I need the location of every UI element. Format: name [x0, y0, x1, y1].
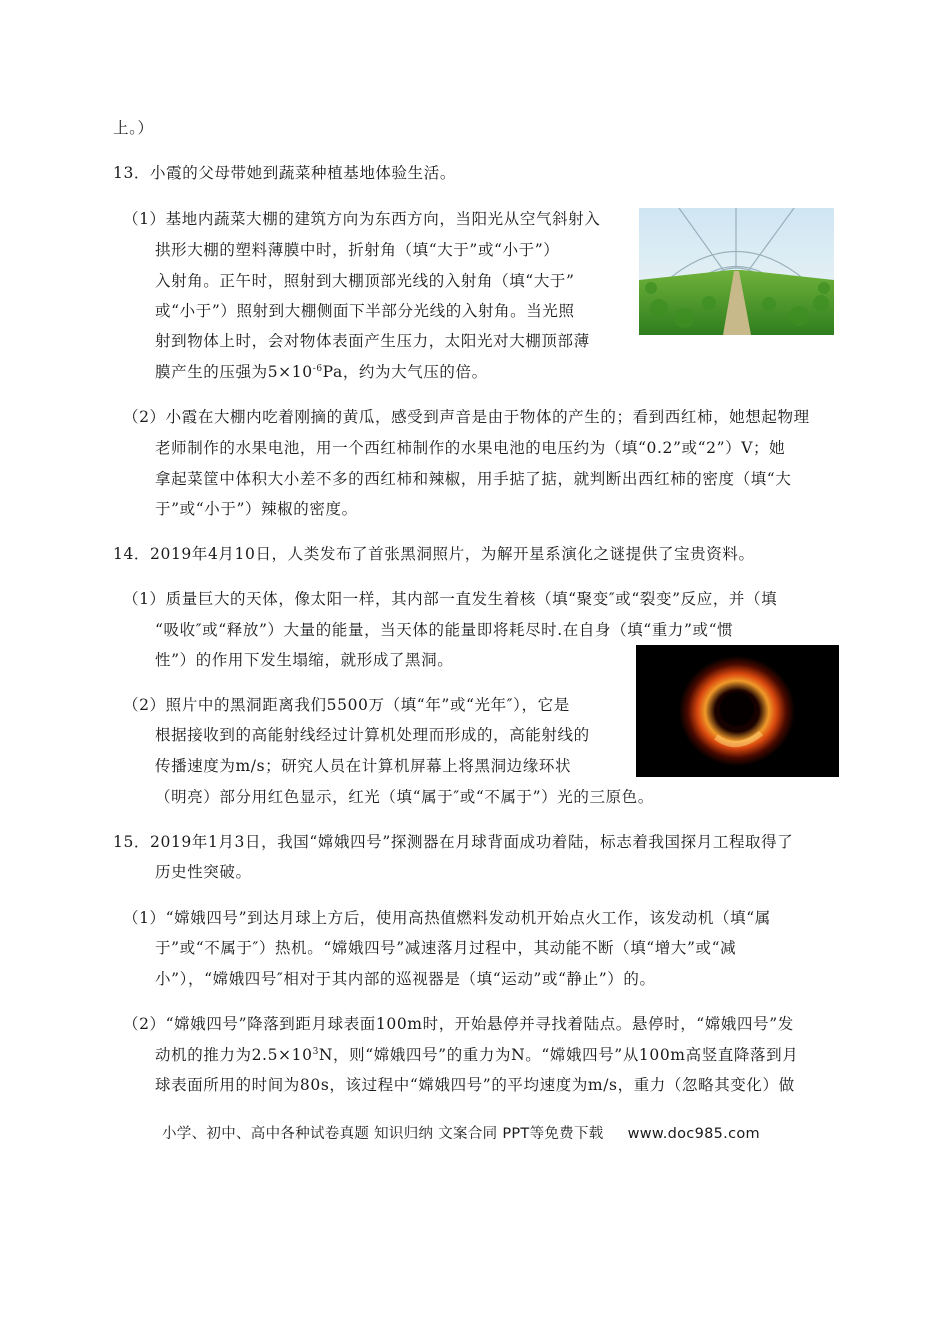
text-segment: N，则“嫦娥四号”的重力为N。“嫦娥四号”从100m高竖直降落到月: [318, 1046, 799, 1064]
text-line: 射到物体上时，会对物体表面产生压力，太阳光对大棚顶部薄: [155, 332, 590, 350]
text-line: 传播速度为m/s；研究人员在计算机屏幕上将黑洞边缘环状: [155, 757, 572, 775]
greenhouse-photo: [639, 208, 834, 335]
question-14-heading: 14．2019年4月10日，人类发布了首张黑洞照片，为解开星系演化之谜提供了宝贵资料。: [113, 545, 755, 563]
text-line: （明亮）部分用红色显示，红光（填“属于″或“不属于”）光的三原色。: [155, 788, 654, 806]
text-line: （1）“嫦娥四号”到达月球上方后，使用高热值燃料发动机开始点火工作，该发动机（填“属: [123, 909, 771, 927]
question-15-heading: 15．2019年1月3日，我国“嫦娥四号”探测器在月球背面成功着陆，标志着我国探月工程取得了: [113, 833, 794, 851]
footer-url[interactable]: www.doc985.com: [627, 1126, 760, 1142]
text-line: [155, 361, 488, 383]
text-line: 老师制作的水果电池，用一个西红柿制作的水果电池的电压约为（填“0.2”或“2”）V；她: [155, 439, 786, 457]
text-line: （2）照片中的黑洞距离我们5500万（填“年”或“光年″），它是: [123, 696, 570, 714]
question-13-heading: 13．小霞的父母带她到蔬菜种植基地体验生活。: [113, 164, 456, 182]
text-line: 拿起菜筐中体积大小差不多的西红柿和辣椒，用手掂了掂，就判断出西红柿的密度（填“大: [155, 470, 792, 488]
text-line: 拱形大棚的塑料薄膜中时，折射角（填“大于”或“小于”）: [155, 241, 560, 259]
text-line: 上。）: [113, 119, 154, 137]
text-line: “吸收″或“释放”）大量的能量，当天体的能量即将耗尽时.在自身（填“重力”或“惯: [155, 621, 734, 639]
text-line: 根据接收到的高能射线经过计算机处理而形成的，高能射线的: [155, 726, 590, 744]
text-line: 球表面所用的时间为80s，该过程中“嫦娥四号”的平均速度为m/s，重力（忽略其变化）做: [155, 1076, 795, 1094]
text-segment: 动机的推力为2.5×10: [155, 1046, 313, 1064]
text-line: 历史性突破。: [155, 863, 252, 881]
text-line: 入射角。正午时，照射到大棚顶部光线的入射角（填“大于”: [155, 272, 575, 290]
text-line: 或“小于”）照射到大棚侧面下半部分光线的入射角。当光照: [155, 302, 575, 320]
text-line: [155, 1044, 798, 1066]
text-line: （2）“嫦娥四号”降落到距月球表面100m时，开始悬停并寻找着陆点。悬停时，“嫦娥四号”发: [123, 1015, 794, 1033]
page-footer: [162, 1123, 760, 1145]
text-line: 性”）的作用下发生塌缩，就形成了黑洞。: [155, 651, 454, 669]
text-line: （1）基地内蔬菜大棚的建筑方向为东西方向，当阳光从空气斜射入: [123, 210, 601, 228]
footer-text: 小学、初中、高中各种试卷真题 知识归纳 文案合同 PPT等免费下载: [162, 1126, 604, 1142]
black-hole-photo: [636, 645, 839, 777]
text-segment: Pa，约为大气压的倍。: [322, 363, 488, 381]
text-line: （1）质量巨大的天体，像太阳一样，其内部一直发生着核（填“聚变″或“裂变”反应，并（填: [123, 590, 778, 608]
text-line: 小”），“嫦娥四号″相对于其内部的巡视器是（填“运动”或“静止”）的。: [155, 970, 656, 988]
text-line: （2）小霞在大棚内吃着刚摘的黄瓜，感受到声音是由于物体的产生的；看到西红柿，她想起物理: [123, 408, 810, 426]
superscript: -6: [312, 364, 323, 374]
text-line: 于”或“不属于″）热机。“嫦娥四号”减速落月过程中，其动能不断（填“增大”或“减: [155, 939, 737, 957]
text-segment: 膜产生的压强为5×10: [155, 363, 313, 381]
text-line: 于”或“小于”）辣椒的密度。: [155, 500, 358, 518]
superscript: 3: [312, 1047, 319, 1057]
